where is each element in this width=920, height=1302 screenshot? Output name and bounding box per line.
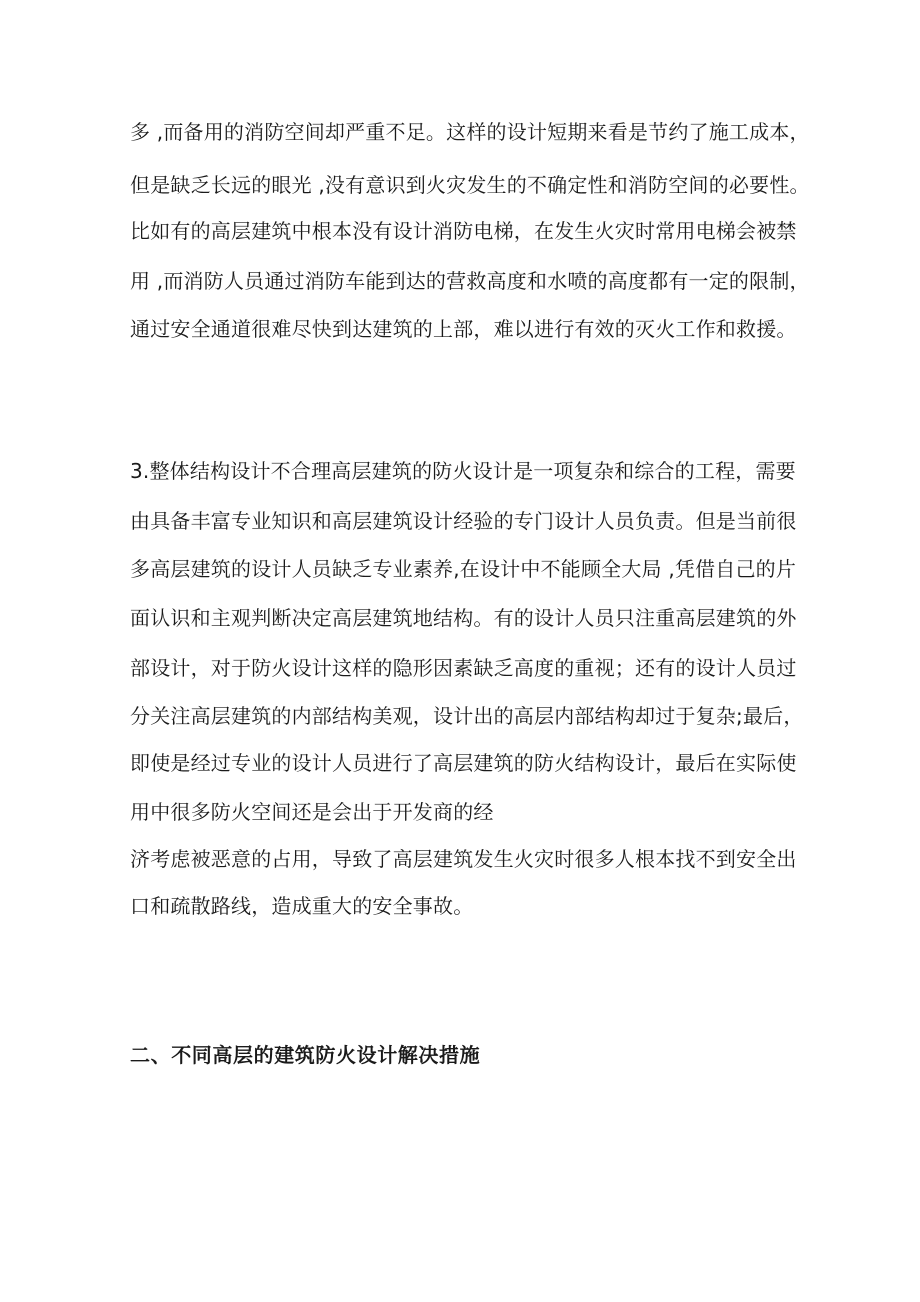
text-line: 用中很多防火空间还是会出于开发商的经	[130, 800, 494, 824]
text-line: 部设计，对于防火设计这样的隐形因素缺乏高度的重视；还有的设计人员过	[130, 656, 797, 680]
text-line: 济考虑被恶意的占用，导致了高层建筑发生火灾时很多人根本找不到安全出	[130, 847, 797, 871]
text-line: 比如有的高层建筑中根本没有设计消防电梯，在发生火灾时常用电梯会被禁	[130, 219, 797, 243]
text-line: 由具备丰富专业知识和高层建筑设计经验的专门设计人员负责。但是当前很	[130, 509, 797, 533]
section-heading: 二、不同高层的建筑防火设计解决措施	[130, 1043, 481, 1067]
text-line: 多 ,而备用的消防空间却严重不足。这样的设计短期来看是节约了施工成本，	[130, 120, 810, 144]
text-line: 面认识和主观判断决定高层建筑地结构。有的设计人员只注重高层建筑的外	[130, 606, 797, 630]
text-line: 分关注高层建筑的内部结构美观，设计出的高层内部结构却过于复杂;最后，	[130, 704, 804, 728]
text-line: 即使是经过专业的设计人员进行了高层建筑的防火结构设计，最后在实际使	[130, 751, 797, 775]
text-line: 通过安全通道很难尽快到达建筑的上部，难以进行有效的灭火工作和救援。	[130, 317, 797, 341]
text-line: 口和疏散路线，造成重大的安全事故。	[130, 894, 474, 918]
text-line: 多高层建筑的设计人员缺乏专业素养,在设计中不能顾全大局 ,凭借自己的片	[130, 557, 797, 581]
text-line: 用 ,而消防人员通过消防车能到达的营救高度和水喷的高度都有一定的限制，	[130, 269, 810, 293]
text-line: 3.整体结构设计不合理高层建筑的防火设计是一项复杂和综合的工程，需要	[130, 459, 796, 483]
text-line: 但是缺乏长远的眼光 ,没有意识到火灾发生的不确定性和消防空间的必要性。	[130, 173, 810, 197]
